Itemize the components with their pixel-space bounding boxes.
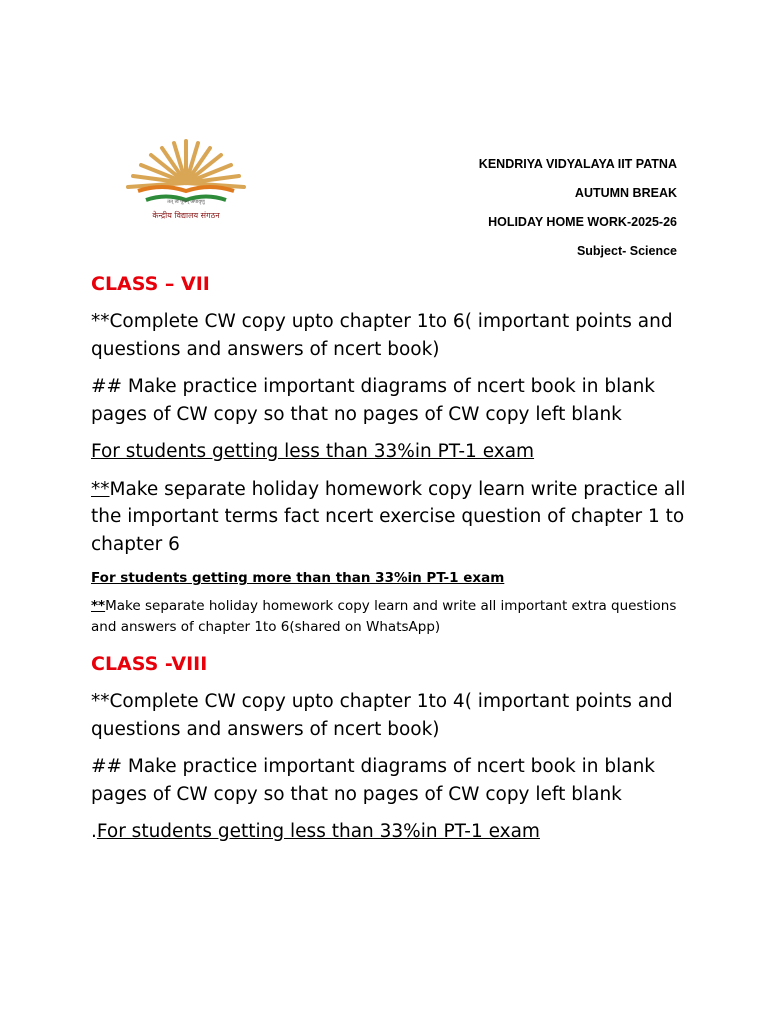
logo-caption: केन्द्रीय विद्यालय संगठन <box>152 211 220 220</box>
class-viii-item-1: **Complete CW copy upto chapter 1to 4( important points and questions and answers of ncert book) <box>91 691 673 740</box>
class-vii-less-heading: For students getting less than 33%in PT-1 exam <box>91 441 535 462</box>
class-viii-less-heading: For students getting less than 33%in PT-1 exam <box>96 821 540 842</box>
class-vii-less-body: Make separate holiday homework copy learn write practice all the important terms fact ncert exercise question of chapter 1 to chapter 6 <box>91 478 686 555</box>
class-vii-more-body: Make separate holiday homework copy learn and write all important extra questions and answers of chapter 1to 6(shared on WhatsApp) <box>91 598 677 635</box>
sun-rays <box>128 141 244 187</box>
class-vii-more-text <box>91 596 691 638</box>
class-vii-item-1: **Complete CW copy upto chapter 1to 6( important points and questions and answers of ncert book) <box>91 311 673 360</box>
class-vii-more-prefix: ** <box>91 598 106 614</box>
class-vii-more-heading: For students getting more than than 33%in PT-1 exam <box>91 570 505 586</box>
class-vii-less-text <box>91 476 691 559</box>
book-top <box>138 187 234 191</box>
document-header <box>479 153 677 269</box>
class-vii-title: CLASS – VII <box>91 273 210 295</box>
class-viii-less-line <box>91 818 691 846</box>
class-viii-less-dot: . <box>91 821 97 842</box>
class-viii-item-2: ## Make practice important diagrams of ncert book in blank pages of CW copy so that no pages of CW copy left blank <box>91 756 656 805</box>
school-name: KENDRIYA VIDYALAYA IIT PATNA <box>478 157 677 171</box>
subject-line: Subject- Science <box>576 244 677 258</box>
break-name: AUTUMN BREAK <box>574 186 677 200</box>
homework-title: HOLIDAY HOME WORK-2025-26 <box>488 215 677 229</box>
logo-motto: तत् त्वं पूषन् अपावृणु <box>167 199 205 205</box>
document-body <box>91 270 691 856</box>
class-viii-title: CLASS -VIII <box>91 653 208 675</box>
class-vii-item-2: ## Make practice important diagrams of ncert book in blank pages of CW copy so that no pages of CW copy left blank <box>91 376 656 425</box>
class-vii-less-prefix: ** <box>91 478 110 500</box>
